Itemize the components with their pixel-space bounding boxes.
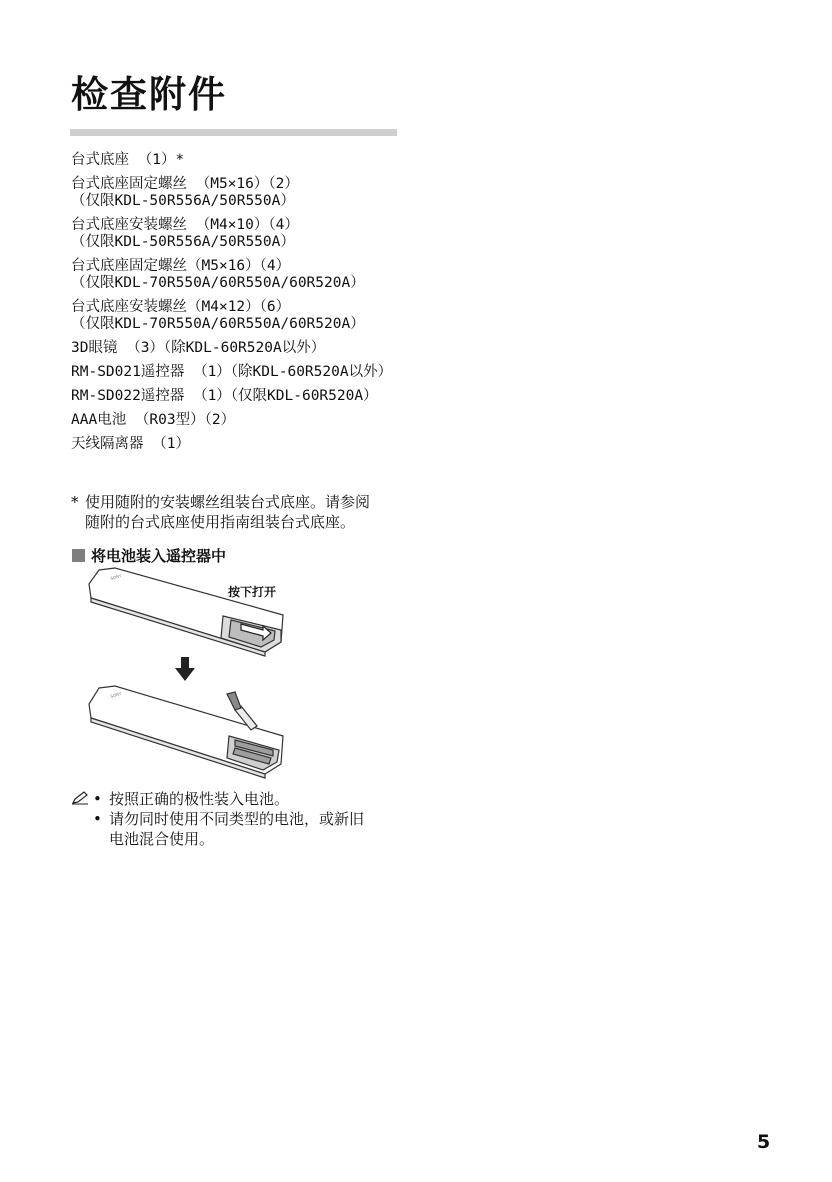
item-line: 3D眼镜 （3）（除KDL-60R520A以外） xyxy=(71,340,326,356)
item-line: 台式底座安装螺丝（M4×12）（6） xyxy=(71,299,291,315)
remote-top-icon xyxy=(89,568,283,656)
remote-battery-illustration xyxy=(85,560,315,780)
accessory-list xyxy=(71,152,411,460)
item-line: RM-SD022遥控器 （1）（仅限KDL-60R520A） xyxy=(71,388,378,404)
press-to-open-label: 按下打开 xyxy=(228,585,277,599)
list-item xyxy=(71,299,411,333)
page-title: 检查附件 xyxy=(71,73,227,116)
note-item xyxy=(71,789,411,809)
bullet: • xyxy=(93,790,102,808)
list-item xyxy=(71,388,411,405)
item-line: AAA电池 （R03型）（2） xyxy=(71,412,236,428)
item-line: （仅限KDL-70R550A/60R550A/60R520A） xyxy=(71,275,365,291)
notes xyxy=(71,789,411,849)
list-item xyxy=(71,258,411,292)
list-item xyxy=(71,412,411,429)
footnote-line: 使用随附的安装螺丝组装台式底座。请参阅 xyxy=(85,493,371,511)
page-number: 5 xyxy=(757,1131,771,1153)
item-line: （仅限KDL-50R556A/50R550A） xyxy=(71,193,295,209)
item-line: 台式底座固定螺丝（M5×16）（4） xyxy=(71,258,291,274)
item-line: 台式底座固定螺丝 （M5×16）（2） xyxy=(71,176,299,192)
square-bullet-icon xyxy=(72,549,85,562)
footnote-mark: * xyxy=(71,493,79,511)
item-line: 台式底座 （1）* xyxy=(71,152,185,168)
list-item xyxy=(71,364,411,381)
footnote xyxy=(71,492,416,532)
item-line: （仅限KDL-50R556A/50R550A） xyxy=(71,234,295,250)
note-line: 按照正确的极性装入电池。 xyxy=(109,790,290,808)
title-rule xyxy=(70,129,397,136)
list-item xyxy=(71,176,411,210)
list-item xyxy=(71,152,411,169)
list-item xyxy=(71,340,411,357)
remote-bottom-icon xyxy=(89,686,283,778)
down-arrow-icon xyxy=(175,657,195,681)
list-item xyxy=(71,436,411,453)
list-item xyxy=(71,217,411,251)
section-title: 将电池装入遥控器中 xyxy=(91,547,227,565)
svg-text:SONY: SONY xyxy=(109,572,122,581)
item-line: RM-SD021遥控器 （1）（除KDL-60R520A以外） xyxy=(71,364,393,380)
item-line: 天线隔离器 （1） xyxy=(71,436,190,452)
footnote-line: 随附的台式底座使用指南组装台式底座。 xyxy=(85,513,356,531)
note-item xyxy=(71,809,411,849)
note-line: 电池混合使用。 xyxy=(109,830,215,848)
item-line: （仅限KDL-70R550A/60R550A/60R520A） xyxy=(71,316,365,332)
svg-text:SONY: SONY xyxy=(109,690,122,699)
note-line: 请勿同时使用不同类型的电池，或新旧 xyxy=(109,810,365,828)
item-line: 台式底座安装螺丝 （M4×10）（4） xyxy=(71,217,299,233)
bullet: • xyxy=(93,810,102,828)
